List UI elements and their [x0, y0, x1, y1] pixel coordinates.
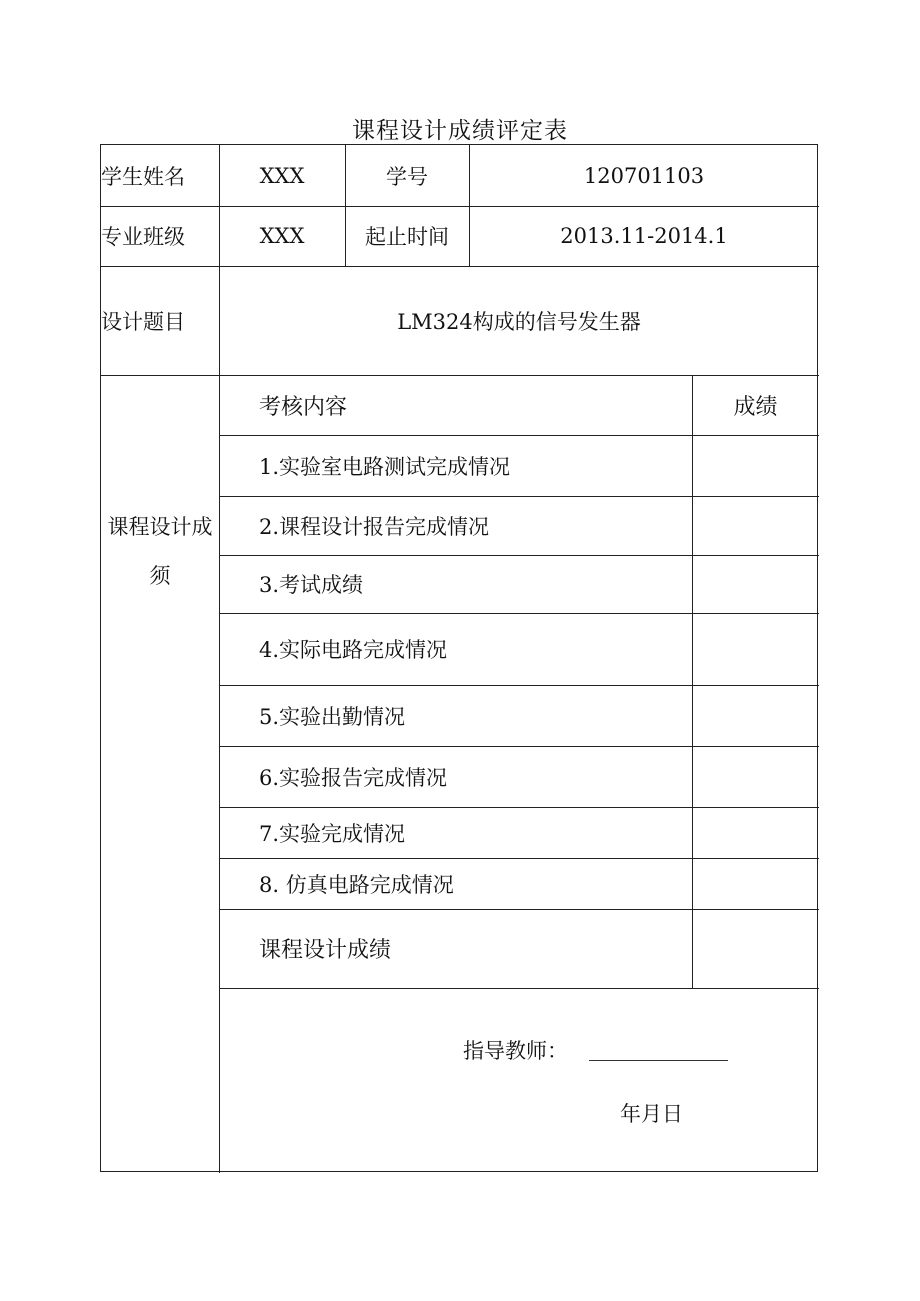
- total-score-value[interactable]: [692, 909, 819, 988]
- date-label: 年月日: [620, 1102, 683, 1126]
- assessment-score[interactable]: [692, 746, 819, 807]
- assessment-item: 1.实验室电路测试完成情况: [259, 454, 511, 479]
- score-header: 成绩: [733, 394, 778, 420]
- class-value: XXX: [259, 224, 305, 248]
- assessment-score[interactable]: [692, 613, 819, 685]
- assessment-score[interactable]: [692, 807, 819, 858]
- assessment-score[interactable]: [692, 858, 819, 909]
- supervisor-label: 指导教师：: [463, 1039, 568, 1063]
- evaluation-form-table: [100, 144, 818, 1172]
- document-title: 课程设计成绩评定表: [352, 118, 568, 144]
- assessment-item: 5.实验出勤情况: [259, 704, 406, 729]
- design-topic-label: 设计题目: [101, 309, 185, 334]
- row-divider: [219, 988, 819, 989]
- supervisor-signature-line[interactable]: [589, 1060, 728, 1061]
- period-value: 2013.11-2014.1: [560, 224, 728, 248]
- assessment-item: 2.课程设计报告完成情况: [259, 514, 490, 539]
- student-id-value: 120701103: [583, 163, 705, 188]
- evaluation-section-label: 课程设计成须: [107, 515, 213, 588]
- assessment-score[interactable]: [692, 496, 819, 555]
- assessment-score[interactable]: [692, 435, 819, 496]
- total-score-label: 课程设计成绩: [259, 938, 392, 963]
- student-id-label: 学号: [386, 164, 428, 189]
- student-name-value: XXX: [259, 163, 305, 188]
- assessment-score[interactable]: [692, 685, 819, 746]
- assessment-score[interactable]: [692, 555, 819, 613]
- assessment-item: 3.考试成绩: [259, 573, 364, 597]
- period-label: 起止时间: [365, 225, 449, 249]
- class-label: 专业班级: [101, 225, 185, 249]
- assessment-content-header: 考核内容: [259, 394, 348, 420]
- assessment-item: 7.实验完成情况: [259, 821, 406, 846]
- student-name-label: 学生姓名: [101, 164, 185, 189]
- assessment-item: 8. 仿真电路完成情况: [259, 872, 454, 897]
- assessment-item: 4.实际电路完成情况: [259, 638, 448, 662]
- design-topic-value: LM324构成的信号发生器: [397, 309, 641, 334]
- assessment-item: 6.实验报告完成情况: [259, 765, 448, 790]
